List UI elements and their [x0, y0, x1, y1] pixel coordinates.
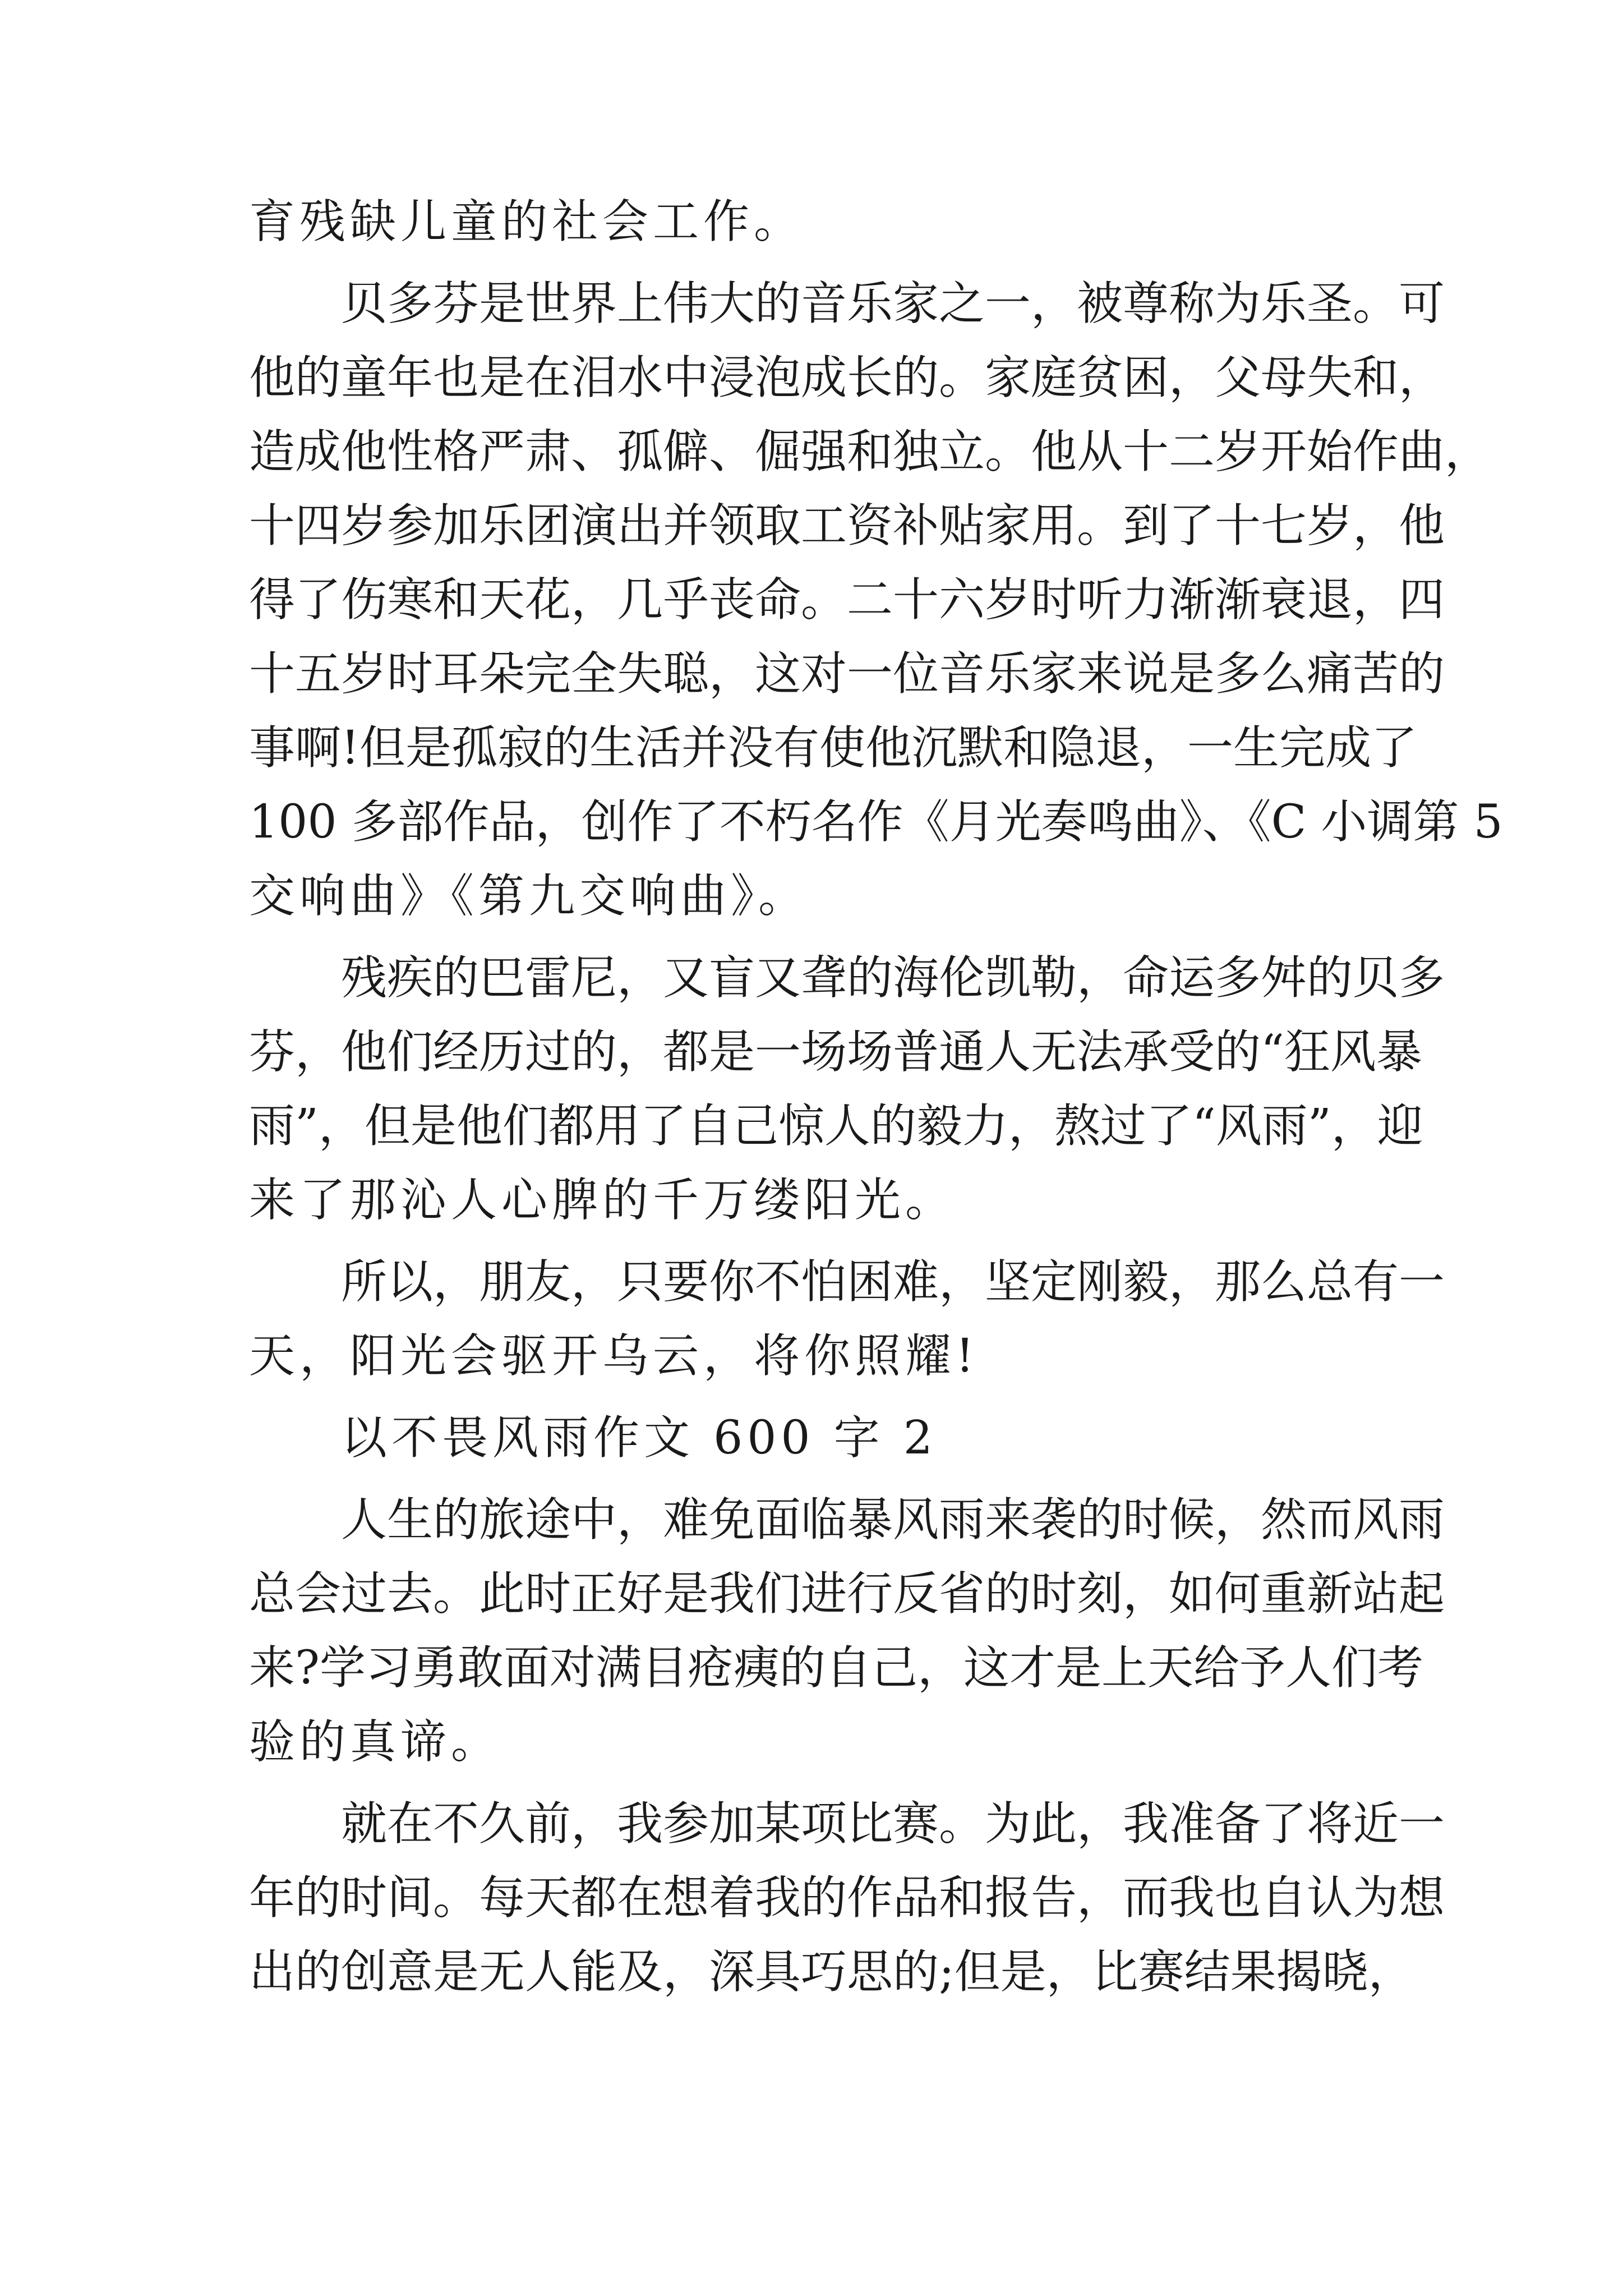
text-line: 验的真谛。 — [249, 1715, 502, 1769]
paragraph-competition — [249, 1787, 1445, 2009]
paragraph-conclusion — [249, 1245, 1445, 1393]
text-line: 所以，朋友，只要你不怕困难，坚定刚毅，那么总有一 — [341, 1255, 1445, 1309]
text-line: 以不畏风雨作文 600 字 2 — [341, 1411, 937, 1465]
text-line: 就在不久前，我参加某项比赛。为此，我准备了将近一 — [341, 1797, 1445, 1851]
text-line: 总会过去。此时正好是我们进行反省的时刻，如何重新站起 — [249, 1567, 1445, 1621]
paragraph-gap — [249, 1779, 1393, 1787]
text-line: 出的创意是无人能及，深具巧思的;但是，比赛结果揭晓， — [249, 1945, 1414, 1999]
paragraph-gap — [249, 259, 1393, 267]
paragraph-gap — [249, 933, 1393, 941]
paragraph-beethoven — [249, 267, 1503, 933]
text-line: 育残缺儿童的社会工作。 — [249, 195, 805, 249]
text-line: 雨”，但是他们都用了自己惊人的毅力，熬过了“风雨”，迎 — [249, 1099, 1423, 1153]
document-page — [249, 185, 1503, 2017]
paragraph-gap — [249, 2009, 1393, 2017]
text-line: 芬，他们经历过的，都是一场场普通人无法承受的“狂风暴 — [249, 1025, 1422, 1079]
paragraph-gap — [249, 1475, 1393, 1483]
text-line: 造成他性格严肃、孤僻、倔强和独立。他从十二岁开始作曲， — [249, 425, 1491, 478]
paragraph-gap — [249, 1393, 1393, 1401]
text-line: 人生的旅途中，难免面临暴风雨来袭的时候，然而风雨 — [341, 1493, 1445, 1547]
text-line: 来?学习勇敢面对满目疮痍的自己，这才是上天给予人们考 — [249, 1641, 1423, 1695]
paragraph-title-2 — [249, 1401, 1393, 1475]
text-line: 天，阳光会驱开乌云，将你照耀! — [249, 1329, 979, 1383]
text-line: 事啊!但是孤寂的生活并没有使他沉默和隐退，一生完成了 — [249, 721, 1417, 775]
text-line: 年的时间。每天都在想着我的作品和报告，而我也自认为想 — [249, 1871, 1445, 1925]
paragraph-continued — [249, 185, 1393, 259]
text-line: 十五岁时耳朵完全失聪，这对一位音乐家来说是多么痛苦的 — [249, 647, 1445, 701]
text-line: 十四岁参加乐团演出并领取工资补贴家用。到了十七岁，他 — [249, 499, 1445, 553]
text-line: 100 多部作品，创作了不朽名作《月光奏鸣曲》、《C 小调第 5 — [249, 795, 1503, 849]
text-line: 交响曲》《第九交响曲》。 — [249, 869, 809, 923]
paragraph-gap — [249, 1237, 1393, 1245]
text-line: 他的童年也是在泪水中浸泡成长的。家庭贫困，父母失和， — [249, 351, 1445, 404]
paragraph-summary — [249, 941, 1445, 1237]
text-line: 贝多芬是世界上伟大的音乐家之一，被尊称为乐圣。可 — [341, 277, 1445, 330]
text-line: 来了那沁人心脾的千万缕阳光。 — [249, 1174, 956, 1227]
text-line: 得了伤寒和天花，几乎丧命。二十六岁时听力渐渐衰退，四 — [249, 573, 1445, 627]
text-line: 残疾的巴雷尼，又盲又聋的海伦凯勒，命运多舛的贝多 — [341, 951, 1445, 1005]
paragraph-journey — [249, 1483, 1445, 1779]
